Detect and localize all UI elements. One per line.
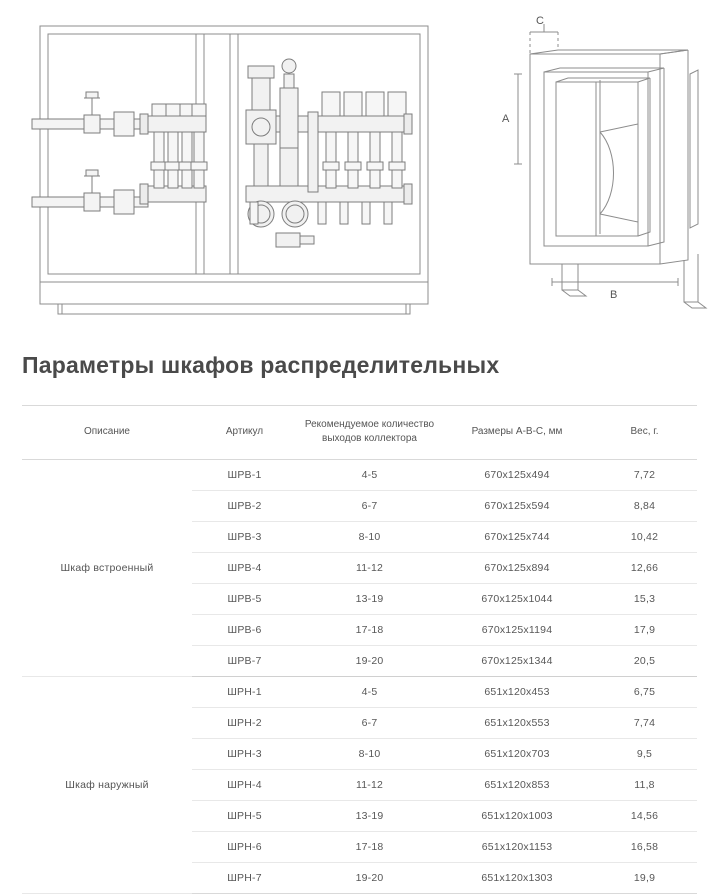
cell-article: ШРВ-7 xyxy=(192,646,297,677)
cell-outputs: 19-20 xyxy=(297,863,442,894)
cell-article: ШРВ-4 xyxy=(192,553,297,584)
cell-dimensions: 651х120х1153 xyxy=(442,832,592,863)
cell-outputs: 6-7 xyxy=(297,708,442,739)
page-title: Параметры шкафов распределительных xyxy=(22,352,500,378)
cell-outputs: 4-5 xyxy=(297,677,442,708)
cell-article: ШРВ-6 xyxy=(192,615,297,646)
cell-dimensions: 670х125х894 xyxy=(442,553,592,584)
column-header-article: Артикул xyxy=(192,406,297,460)
cell-weight: 6,75 xyxy=(592,677,697,708)
cell-weight: 8,84 xyxy=(592,491,697,522)
cell-article: ШРН-3 xyxy=(192,739,297,770)
cell-dimensions: 651х120х453 xyxy=(442,677,592,708)
illustration-area xyxy=(0,0,719,330)
cell-article: ШРН-1 xyxy=(192,677,297,708)
cell-outputs: 11-12 xyxy=(297,770,442,801)
cell-article: ШРВ-5 xyxy=(192,584,297,615)
group-label-builtin: Шкаф встроенный xyxy=(22,460,192,677)
manifold-cabinet-isometric-view xyxy=(500,14,710,314)
cell-weight: 12,66 xyxy=(592,553,697,584)
cell-outputs: 8-10 xyxy=(297,522,442,553)
parameters-table-wrap xyxy=(22,405,697,894)
cell-dimensions: 670х125х494 xyxy=(442,460,592,491)
cell-dimensions: 670х125х1344 xyxy=(442,646,592,677)
cell-outputs: 17-18 xyxy=(297,832,442,863)
cell-article: ШРН-5 xyxy=(192,801,297,832)
cell-weight: 7,72 xyxy=(592,460,697,491)
cell-article: ШРН-2 xyxy=(192,708,297,739)
dimension-label-c: C xyxy=(536,15,544,27)
cell-outputs: 11-12 xyxy=(297,553,442,584)
column-header-weight: Вес, г. xyxy=(592,406,697,460)
cell-outputs: 19-20 xyxy=(297,646,442,677)
cell-dimensions: 651х120х553 xyxy=(442,708,592,739)
dimension-label-b: B xyxy=(610,289,618,301)
cell-article: ШРВ-1 xyxy=(192,460,297,491)
cell-dimensions: 651х120х1303 xyxy=(442,863,592,894)
cell-dimensions: 651х120х703 xyxy=(442,739,592,770)
cell-article: ШРН-6 xyxy=(192,832,297,863)
cell-article: ШРВ-3 xyxy=(192,522,297,553)
cell-weight: 7,74 xyxy=(592,708,697,739)
cell-outputs: 8-10 xyxy=(297,739,442,770)
cell-dimensions: 651х120х1003 xyxy=(442,801,592,832)
dimension-label-a: A xyxy=(502,113,510,125)
cell-dimensions: 670х125х1044 xyxy=(442,584,592,615)
cell-outputs: 4-5 xyxy=(297,460,442,491)
cell-weight: 9,5 xyxy=(592,739,697,770)
cell-dimensions: 670х125х1194 xyxy=(442,615,592,646)
cell-weight: 11,8 xyxy=(592,770,697,801)
cell-outputs: 13-19 xyxy=(297,801,442,832)
cell-outputs: 6-7 xyxy=(297,491,442,522)
cell-weight: 16,58 xyxy=(592,832,697,863)
cell-article: ШРН-7 xyxy=(192,863,297,894)
cell-weight: 17,9 xyxy=(592,615,697,646)
cell-weight: 10,42 xyxy=(592,522,697,553)
column-header-outputs: Рекомендуемое количество выходов коллектора xyxy=(297,406,442,460)
cell-dimensions: 670х125х744 xyxy=(442,522,592,553)
cell-weight: 19,9 xyxy=(592,863,697,894)
column-header-description: Описание xyxy=(22,406,192,460)
cell-outputs: 17-18 xyxy=(297,615,442,646)
cell-weight: 15,3 xyxy=(592,584,697,615)
manifold-cabinet-front-view xyxy=(18,18,450,318)
table-header-row xyxy=(22,406,697,460)
table-row xyxy=(22,677,697,708)
table-row xyxy=(22,460,697,491)
cell-outputs: 13-19 xyxy=(297,584,442,615)
parameters-table xyxy=(22,405,697,894)
cell-weight: 14,56 xyxy=(592,801,697,832)
cell-article: ШРН-4 xyxy=(192,770,297,801)
cell-dimensions: 670х125х594 xyxy=(442,491,592,522)
cell-dimensions: 651х120х853 xyxy=(442,770,592,801)
cell-weight: 20,5 xyxy=(592,646,697,677)
column-header-dimensions: Размеры А-В-С, мм xyxy=(442,406,592,460)
group-label-surface: Шкаф наружный xyxy=(22,677,192,894)
cell-article: ШРВ-2 xyxy=(192,491,297,522)
